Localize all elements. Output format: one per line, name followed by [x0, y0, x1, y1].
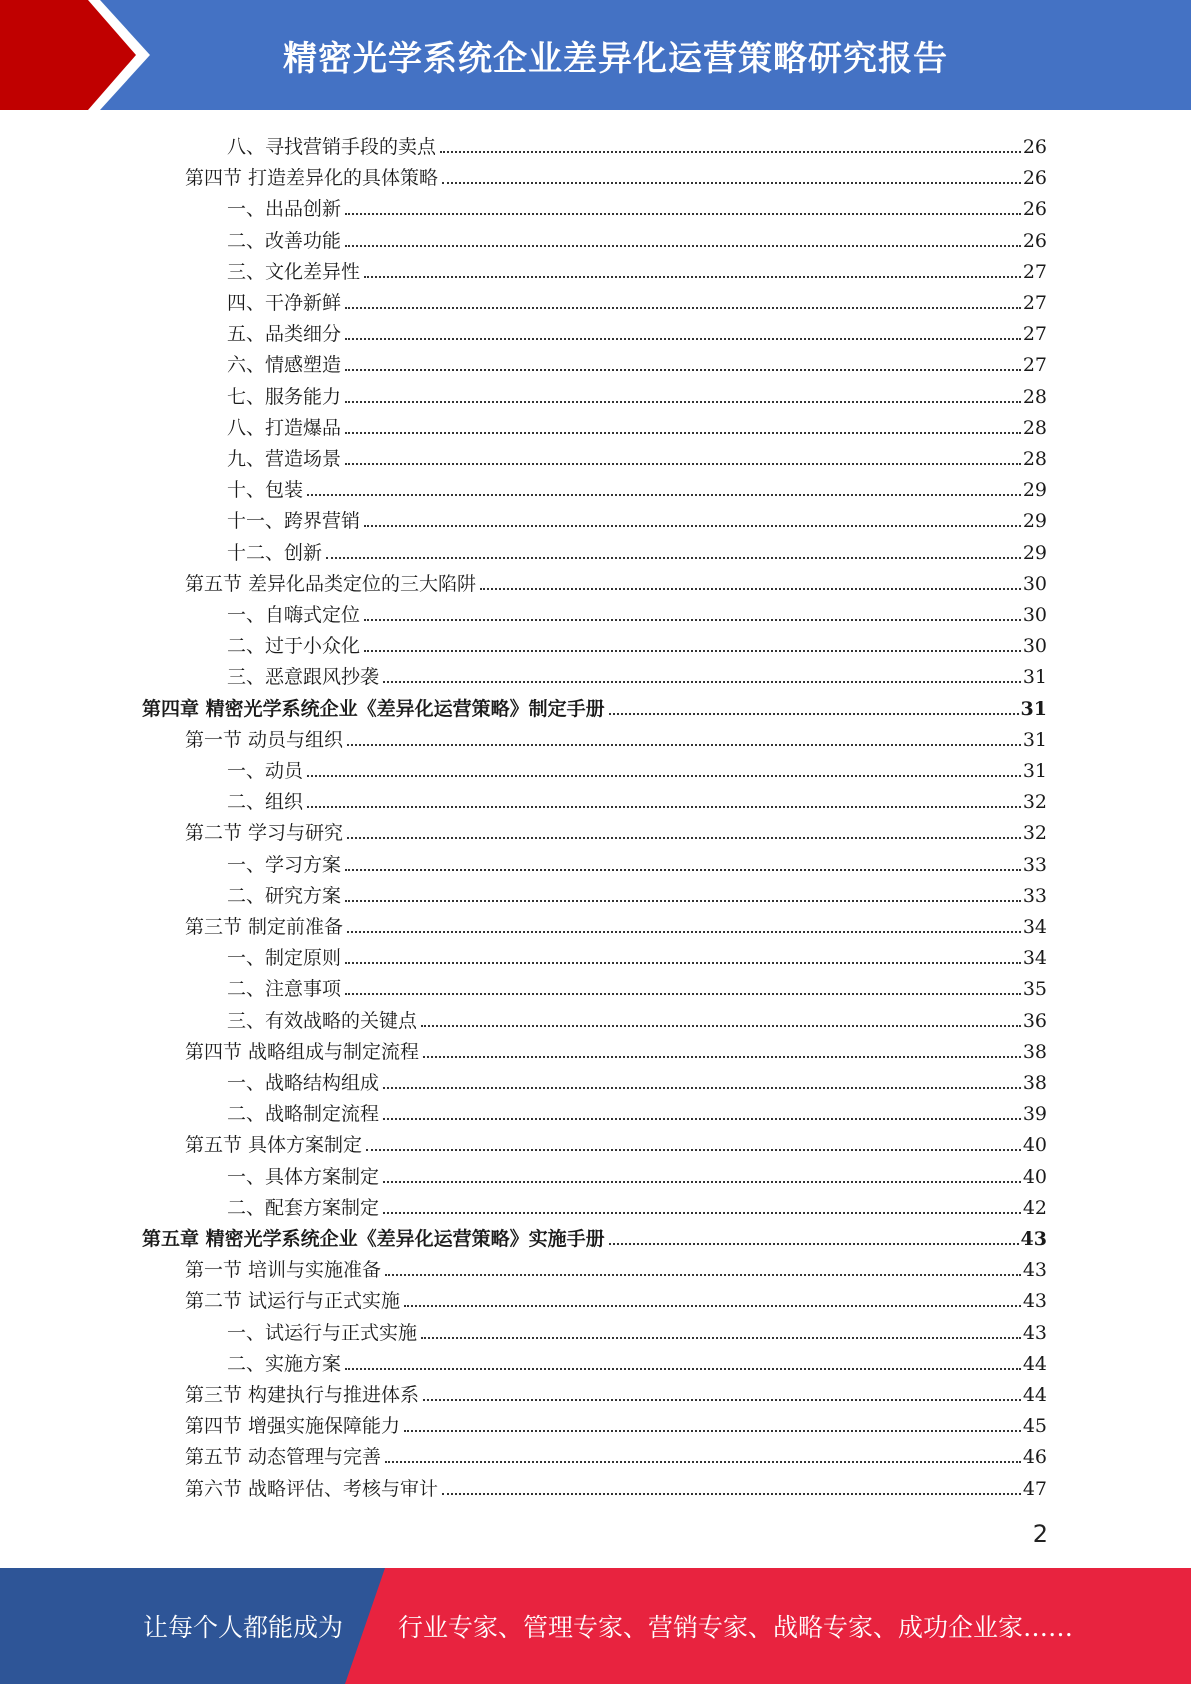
toc-entry-label: 二、研究方案 — [227, 884, 342, 907]
toc-entry-page: 43 — [1022, 1259, 1047, 1282]
toc-entry-page: 31 — [1020, 697, 1047, 720]
toc-dot-leader — [609, 1243, 1019, 1245]
toc-entry-item[interactable] — [227, 221, 1047, 252]
toc-dot-leader — [366, 1149, 1021, 1151]
toc-entry-page: 28 — [1022, 416, 1047, 439]
toc-entry-page: 40 — [1022, 1134, 1047, 1157]
toc-entry-page: 42 — [1022, 1196, 1047, 1219]
toc-entry-item[interactable] — [227, 1313, 1047, 1344]
toc-entry-label: 第二节 试运行与正式实施 — [185, 1290, 401, 1313]
toc-entry-item[interactable] — [227, 127, 1047, 158]
toc-entry-page: 30 — [1022, 604, 1047, 626]
toc-entry-item[interactable] — [227, 189, 1047, 220]
toc-dot-leader — [383, 1212, 1021, 1214]
toc-dot-leader — [345, 338, 1021, 340]
toc-dot-leader — [364, 650, 1021, 652]
toc-dot-leader — [404, 1430, 1021, 1432]
toc-entry-item[interactable] — [227, 377, 1047, 408]
toc-entry-section[interactable] — [185, 564, 1047, 595]
toc-entry-label: 四、干净新鲜 — [227, 292, 342, 314]
toc-entry-item[interactable] — [227, 1001, 1047, 1032]
toc-dot-leader — [345, 213, 1021, 215]
toc-dot-leader — [609, 713, 1019, 715]
toc-dot-leader — [385, 1461, 1021, 1463]
chevron-arrow-icon — [0, 0, 160, 110]
toc-entry-page: 35 — [1022, 978, 1047, 1001]
toc-dot-leader — [442, 182, 1021, 184]
toc-entry-page: 32 — [1022, 791, 1047, 814]
toc-entry-section[interactable] — [185, 1469, 1047, 1500]
document-title: 精密光学系统企业差异化运营策略研究报告 — [283, 38, 948, 79]
footer-slogan-left: 让每个人都能成为 — [143, 1613, 344, 1642]
toc-entry-label: 第三节 构建执行与推进体系 — [185, 1384, 420, 1406]
toc-entry-label: 第五节 差异化品类定位的三大陷阱 — [185, 572, 477, 595]
toc-entry-label: 三、文化差异性 — [227, 260, 361, 283]
toc-entry-item[interactable] — [227, 657, 1047, 688]
toc-dot-leader — [423, 1399, 1021, 1401]
toc-dot-leader — [364, 525, 1021, 527]
toc-entry-item[interactable] — [227, 533, 1047, 564]
toc-entry-page: 45 — [1022, 1415, 1047, 1438]
footer-slogan-right: 行业专家、管理专家、营销专家、战略专家、成功企业家…… — [398, 1613, 1074, 1642]
toc-entry-page: 44 — [1022, 1352, 1047, 1375]
toc-entry-page: 36 — [1022, 1009, 1047, 1032]
toc-entry-label: 十、包装 — [227, 479, 304, 502]
toc-entry-label: 第五节 动态管理与完善 — [185, 1446, 382, 1469]
toc-entry-section[interactable] — [185, 158, 1047, 189]
toc-entry-item[interactable] — [227, 439, 1047, 470]
toc-entry-section[interactable] — [185, 1250, 1047, 1281]
toc-dot-leader — [326, 557, 1021, 559]
toc-entry-item[interactable] — [227, 314, 1047, 345]
toc-dot-leader — [440, 151, 1021, 153]
toc-entry-label: 第四节 增强实施保障能力 — [185, 1415, 401, 1438]
toc-dot-leader — [345, 869, 1021, 871]
toc-dot-leader — [364, 276, 1021, 278]
toc-entry-label: 八、打造爆品 — [227, 416, 342, 439]
toc-entry-page: 30 — [1022, 572, 1047, 595]
toc-entry-page: 34 — [1022, 947, 1047, 970]
toc-entry-item[interactable] — [227, 1344, 1047, 1375]
toc-entry-label: 一、试运行与正式实施 — [227, 1321, 418, 1344]
toc-dot-leader — [404, 1305, 1021, 1307]
toc-entry-page: 28 — [1022, 448, 1047, 470]
toc-entry-label: 八、寻找营销手段的卖点 — [227, 136, 437, 158]
toc-dot-leader — [345, 993, 1021, 995]
toc-entry-chapter[interactable] — [142, 689, 1047, 720]
toc-entry-item[interactable] — [227, 1094, 1047, 1125]
toc-dot-leader — [421, 1337, 1021, 1339]
toc-dot-leader — [347, 837, 1021, 839]
toc-dot-leader — [347, 931, 1021, 933]
toc-entry-page: 31 — [1022, 728, 1047, 751]
toc-entry-item[interactable] — [227, 408, 1047, 439]
toc-entry-page: 43 — [1022, 1321, 1047, 1344]
toc-entry-page: 26 — [1022, 136, 1047, 158]
toc-entry-item[interactable] — [227, 283, 1047, 314]
toc-entry-page: 31 — [1022, 666, 1047, 689]
toc-entry-page: 30 — [1022, 635, 1047, 658]
toc-dot-leader — [383, 1118, 1021, 1120]
toc-dot-leader — [421, 1025, 1021, 1027]
toc-entry-section[interactable] — [185, 1375, 1047, 1406]
toc-entry-label: 第四节 打造差异化的具体策略 — [185, 167, 439, 190]
toc-entry-section[interactable] — [185, 720, 1047, 751]
toc-dot-leader — [442, 1493, 1021, 1495]
toc-dot-leader — [383, 681, 1021, 683]
toc-entry-page: 31 — [1022, 760, 1047, 782]
toc-entry-label: 一、出品创新 — [227, 198, 342, 221]
toc-entry-label: 一、具体方案制定 — [227, 1165, 380, 1188]
toc-entry-label: 一、自嗨式定位 — [227, 604, 361, 626]
toc-entry-item[interactable] — [227, 501, 1047, 532]
toc-entry-label: 二、组织 — [227, 791, 304, 814]
toc-entry-item[interactable] — [227, 845, 1047, 876]
toc-entry-page: 38 — [1022, 1072, 1047, 1094]
toc-entry-label: 二、过于小众化 — [227, 635, 361, 658]
toc-entry-page: 26 — [1022, 167, 1047, 190]
toc-dot-leader — [345, 245, 1021, 247]
toc-dot-leader — [307, 494, 1021, 496]
toc-entry-label: 第四节 战略组成与制定流程 — [185, 1040, 420, 1063]
toc-entry-label: 二、改善功能 — [227, 229, 342, 252]
toc-dot-leader — [345, 900, 1021, 902]
toc-dot-leader — [345, 432, 1021, 434]
toc-entry-item[interactable] — [227, 938, 1047, 969]
toc-entry-page: 44 — [1022, 1384, 1047, 1406]
toc-entry-page: 43 — [1022, 1290, 1047, 1313]
toc-entry-label: 第四章 精密光学系统企业《差异化运营策略》制定手册 — [142, 697, 605, 720]
page-header — [0, 0, 1191, 110]
toc-entry-section[interactable] — [185, 1281, 1047, 1312]
toc-entry-label: 五、品类细分 — [227, 323, 342, 346]
toc-entry-page: 27 — [1022, 323, 1047, 346]
toc-dot-leader — [345, 463, 1021, 465]
toc-entry-label: 一、制定原则 — [227, 947, 342, 970]
toc-entry-page: 26 — [1022, 198, 1047, 221]
toc-entry-item[interactable] — [227, 470, 1047, 501]
toc-entry-label: 第五章 精密光学系统企业《差异化运营策略》实施手册 — [142, 1228, 605, 1250]
page-footer — [0, 1568, 1191, 1684]
toc-entry-item[interactable] — [227, 1063, 1047, 1094]
toc-dot-leader — [385, 1274, 1021, 1276]
toc-entry-label: 第一节 动员与组织 — [185, 728, 344, 751]
toc-entry-item[interactable] — [227, 345, 1047, 376]
toc-entry-item[interactable] — [227, 626, 1047, 657]
toc-dot-leader — [345, 1368, 1021, 1370]
toc-entry-page: 27 — [1022, 292, 1047, 314]
toc-entry-page: 27 — [1022, 260, 1047, 283]
toc-entry-item[interactable] — [227, 1188, 1047, 1219]
toc-entry-label: 一、动员 — [227, 760, 304, 782]
toc-entry-label: 第一节 培训与实施准备 — [185, 1259, 382, 1282]
toc-entry-page: 32 — [1022, 822, 1047, 845]
toc-entry-label: 三、有效战略的关键点 — [227, 1009, 418, 1032]
toc-entry-page: 39 — [1022, 1103, 1047, 1126]
toc-entry-label: 十一、跨界营销 — [227, 510, 361, 533]
toc-entry-page: 29 — [1022, 541, 1047, 564]
toc-dot-leader — [345, 401, 1021, 403]
toc-dot-leader — [347, 744, 1021, 746]
toc-entry-page: 26 — [1022, 229, 1047, 252]
toc-entry-label: 三、恶意跟风抄袭 — [227, 666, 380, 689]
toc-dot-leader — [307, 775, 1021, 777]
toc-entry-label: 七、服务能力 — [227, 385, 342, 408]
toc-entry-chapter[interactable] — [142, 1219, 1047, 1250]
toc-entry-label: 二、注意事项 — [227, 978, 342, 1001]
toc-entry-section[interactable] — [185, 813, 1047, 844]
toc-entry-label: 一、学习方案 — [227, 853, 342, 876]
toc-entry-label: 九、营造场景 — [227, 448, 342, 470]
toc-dot-leader — [480, 588, 1021, 590]
toc-entry-page: 27 — [1022, 354, 1047, 377]
toc-entry-page: 29 — [1022, 510, 1047, 533]
toc-dot-leader — [345, 962, 1021, 964]
toc-entry-section[interactable] — [185, 1437, 1047, 1468]
toc-dot-leader — [423, 1056, 1021, 1058]
toc-dot-leader — [364, 619, 1021, 621]
toc-dot-leader — [345, 307, 1021, 309]
toc-entry-item[interactable] — [227, 1157, 1047, 1188]
toc-entry-page: 28 — [1022, 385, 1047, 408]
toc-entry-label: 第六节 战略评估、考核与审计 — [185, 1477, 439, 1500]
toc-entry-label: 二、配套方案制定 — [227, 1196, 380, 1219]
toc-entry-label: 一、战略结构组成 — [227, 1072, 380, 1094]
toc-dot-leader — [307, 806, 1021, 808]
toc-entry-item[interactable] — [227, 252, 1047, 283]
toc-entry-item[interactable] — [227, 595, 1047, 626]
toc-entry-page: 40 — [1022, 1165, 1047, 1188]
toc-entry-item[interactable] — [227, 876, 1047, 907]
toc-entry-section[interactable] — [185, 1032, 1047, 1063]
toc-entry-page: 34 — [1022, 916, 1047, 938]
toc-entry-page: 43 — [1020, 1228, 1047, 1250]
toc-entry-label: 十二、创新 — [227, 541, 323, 564]
page-number: 2 — [1032, 1520, 1048, 1548]
toc-entry-page: 46 — [1022, 1446, 1047, 1469]
toc-entry-label: 第五节 具体方案制定 — [185, 1134, 363, 1157]
toc-entry-section[interactable] — [185, 1125, 1047, 1156]
toc-entry-section[interactable] — [185, 1406, 1047, 1437]
toc-entry-label: 六、情感塑造 — [227, 354, 342, 377]
toc-entry-item[interactable] — [227, 782, 1047, 813]
toc-entry-item[interactable] — [227, 751, 1047, 782]
toc-dot-leader — [383, 1087, 1021, 1089]
toc-entry-page: 47 — [1022, 1477, 1047, 1500]
toc-dot-leader — [345, 369, 1021, 371]
toc-entry-page: 33 — [1022, 884, 1047, 907]
toc-entry-label: 二、实施方案 — [227, 1352, 342, 1375]
toc-entry-page: 38 — [1022, 1040, 1047, 1063]
toc-entry-section[interactable] — [185, 907, 1047, 938]
toc-entry-item[interactable] — [227, 969, 1047, 1000]
toc-entry-page: 29 — [1022, 479, 1047, 502]
toc-dot-leader — [383, 1181, 1021, 1183]
toc-entry-label: 二、战略制定流程 — [227, 1103, 380, 1126]
toc-entry-page: 33 — [1022, 853, 1047, 876]
toc-entry-label: 第二节 学习与研究 — [185, 822, 344, 845]
toc-entry-label: 第三节 制定前准备 — [185, 916, 344, 938]
